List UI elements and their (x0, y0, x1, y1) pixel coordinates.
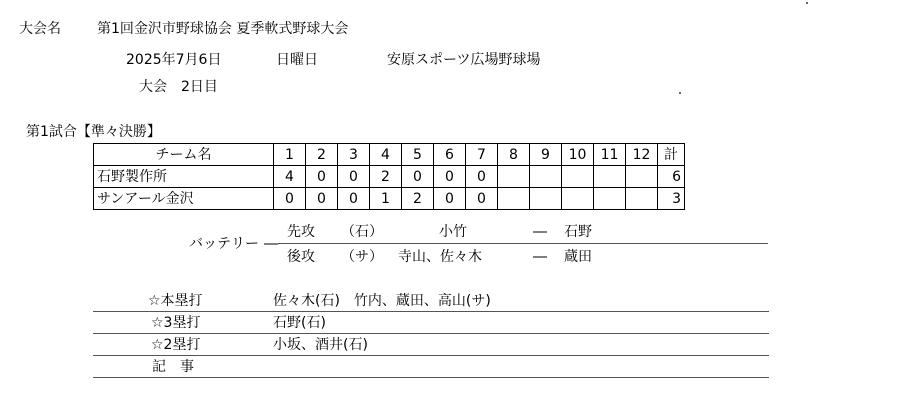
inning-score: 0 (434, 188, 466, 210)
record-label: ☆2塁打 (151, 337, 201, 353)
inning-score (562, 166, 594, 188)
venue: 安原スポーツ広場野球場 (387, 52, 541, 68)
battery-label: バッテリー (189, 236, 259, 252)
inning-header: 10 (562, 144, 594, 166)
inning-score: 0 (306, 188, 338, 210)
tournament-name: 第1回金沢市野球協会 夏季軟式野球大会 (97, 21, 349, 37)
inning-score: 0 (466, 188, 498, 210)
divider (93, 377, 769, 378)
record-label: ☆本塁打 (148, 293, 203, 309)
inning-score (594, 188, 626, 210)
battery-catcher: 蔵田 (564, 249, 592, 265)
battery-side: 先攻 (287, 224, 315, 240)
divider (93, 333, 769, 334)
total-header: 計 (658, 144, 685, 166)
scoreboard-row (94, 188, 685, 210)
inning-score: 0 (402, 166, 434, 188)
inning-score: 2 (370, 166, 402, 188)
game-date: 2025年7月6日 (126, 52, 222, 68)
battery-team-abbr: （サ） (341, 249, 383, 265)
divider (93, 311, 769, 312)
battery-pitchers: 小竹 (439, 224, 467, 240)
inning-score (594, 166, 626, 188)
inning-score (498, 188, 530, 210)
inning-score: 1 (370, 188, 402, 210)
inning-score: 0 (274, 188, 306, 210)
inning-header: 2 (306, 144, 338, 166)
scan-dot (806, 2, 808, 4)
team-name: 石野製作所 (94, 166, 274, 188)
scoreboard-table (93, 143, 685, 210)
team-name-header: チーム名 (94, 144, 274, 166)
inning-score (626, 188, 658, 210)
record-value: 石野(石) (273, 315, 326, 331)
inning-score: 0 (338, 166, 370, 188)
record-value: 佐々木(石) 竹内、蔵田、高山(サ) (273, 293, 491, 309)
inning-score (530, 166, 562, 188)
battery-separator: ― (533, 224, 547, 240)
scoreboard-header-row (94, 144, 685, 166)
battery-catcher: 石野 (564, 224, 592, 240)
inning-header: 6 (434, 144, 466, 166)
inning-score: 0 (338, 188, 370, 210)
inning-score (498, 166, 530, 188)
team-total: 6 (658, 166, 685, 188)
inning-header: 3 (338, 144, 370, 166)
battery-dash: ― (264, 236, 278, 252)
battery-team-abbr: （石） (341, 224, 383, 240)
record-label: 記 事 (152, 359, 194, 375)
inning-score: 0 (434, 166, 466, 188)
inning-score: 0 (466, 166, 498, 188)
team-name: サンアール金沢 (94, 188, 274, 210)
inning-header: 1 (274, 144, 306, 166)
inning-header: 9 (530, 144, 562, 166)
inning-header: 12 (626, 144, 658, 166)
inning-score (530, 188, 562, 210)
battery-pitchers: 寺山、佐々木 (398, 249, 482, 265)
inning-score: 2 (402, 188, 434, 210)
divider (93, 355, 769, 356)
tournament-day: 大会 2日目 (139, 79, 218, 95)
inning-score: 0 (306, 166, 338, 188)
battery-separator: ― (533, 249, 547, 265)
divider (278, 243, 768, 244)
scan-dot (679, 92, 681, 94)
game-weekday: 日曜日 (276, 52, 318, 68)
game-title: 第1試合【準々決勝】 (26, 124, 161, 140)
scoreboard-row (94, 166, 685, 188)
tournament-label: 大会名 (19, 21, 61, 37)
record-value: 小坂、酒井(石) (273, 337, 368, 353)
inning-score (562, 188, 594, 210)
inning-header: 4 (370, 144, 402, 166)
inning-score: 4 (274, 166, 306, 188)
inning-header: 5 (402, 144, 434, 166)
inning-header: 8 (498, 144, 530, 166)
team-total: 3 (658, 188, 685, 210)
battery-side: 後攻 (287, 249, 315, 265)
inning-header: 11 (594, 144, 626, 166)
inning-score (626, 166, 658, 188)
inning-header: 7 (466, 144, 498, 166)
record-label: ☆3塁打 (151, 315, 201, 331)
